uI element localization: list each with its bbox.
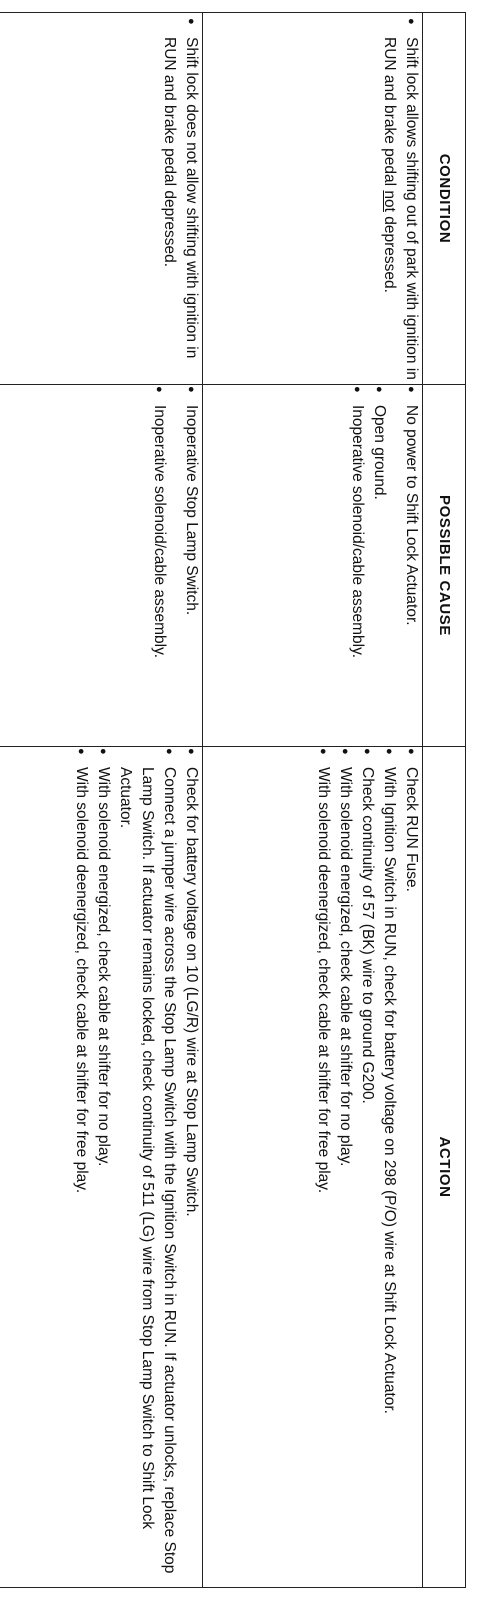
cause-item: ● Open ground.	[368, 385, 390, 746]
action-cell	[203, 747, 423, 1588]
cause-list	[148, 385, 202, 746]
action-cell	[0, 747, 203, 1588]
table-row	[0, 13, 203, 1588]
action-item: ● With solenoid deenergized, check cable at shifter for free play.	[70, 747, 92, 1587]
action-item: ● Check continuity of 57 (BK) wire to ground G200.	[356, 747, 378, 1587]
action-item: ● With Ignition Switch in RUN, check for battery voltage on 298 (P/O) wire at Shift Lock Actuator.	[378, 747, 400, 1587]
action-item: ● With solenoid deenergized, check cable at shifter for free play.	[312, 747, 334, 1587]
action-list	[70, 747, 202, 1587]
condition-header: CONDITION	[423, 13, 466, 385]
cause-item: ● Inoperative Stop Lamp Switch.	[180, 385, 202, 746]
possible-cause-cell	[203, 385, 423, 747]
condition-item: ● Shift lock allows shifting out of park with ignition in RUN and brake pedal not depressed.	[378, 17, 422, 384]
cause-list	[346, 385, 422, 746]
diagnosis-table	[0, 12, 466, 1588]
header-row	[423, 13, 466, 1588]
action-header: ACTION	[423, 747, 466, 1588]
action-item: ● With solenoid energized, check cable at shifter for no play.	[92, 747, 114, 1587]
condition-list	[158, 17, 202, 384]
action-item: ● Check RUN Fuse.	[400, 747, 422, 1587]
condition-cell	[0, 13, 203, 385]
condition-cell	[203, 13, 423, 385]
possible-cause-cell	[0, 385, 203, 747]
condition-item: ● Shift lock does not allow shifting with ignition in RUN and brake pedal depressed.	[158, 17, 202, 384]
cause-item: ● Inoperative solenoid/cable assembly.	[346, 385, 368, 746]
emphasis-not: not	[381, 190, 398, 212]
action-item: ● With solenoid energized, check cable at shifter for no play.	[334, 747, 356, 1587]
cause-item: ● No power to Shift Lock Actuator.	[400, 385, 422, 746]
possible-cause-header: POSSIBLE CAUSE	[423, 385, 466, 747]
action-item: ● Connect a jumper wire across the Stop Lamp Switch with the Ignition Switch in RUN. If actuator unlocks, replace Stop Lamp Switch. If actuator remains locked, check continuity of 511 (LG) wire from Stop Lamp Switch to Shift Lock Actuator.	[114, 747, 180, 1587]
action-item: ● Check for battery voltage on 10 (LG/R) wire at Stop Lamp Switch.	[180, 747, 202, 1587]
action-list	[312, 747, 422, 1587]
condition-list	[378, 17, 422, 384]
cause-item: ● Inoperative solenoid/cable assembly.	[148, 385, 170, 746]
table-row	[203, 13, 423, 1588]
